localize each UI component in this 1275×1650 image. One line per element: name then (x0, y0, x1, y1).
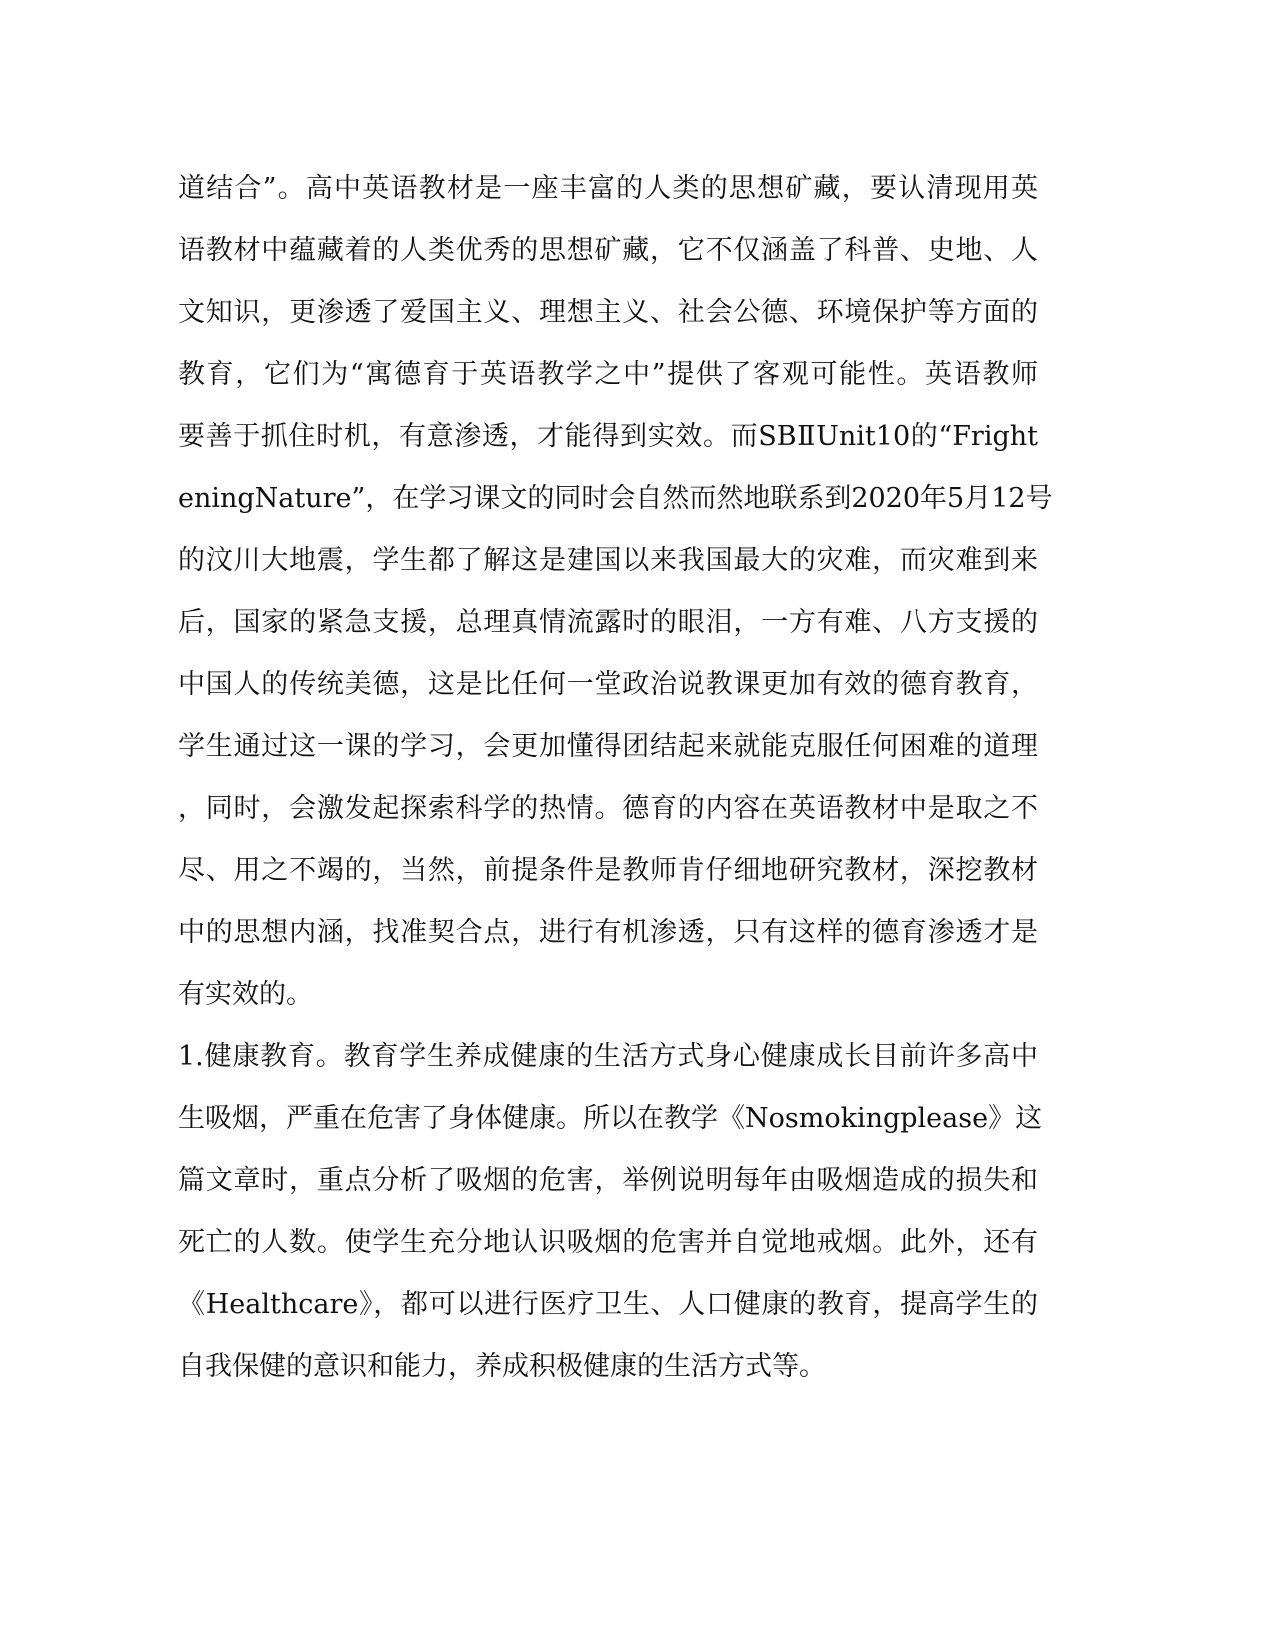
text-line: 篇文章时，重点分析了吸烟的危害，举例说明每年由吸烟造成的损失和 (178, 1165, 1038, 1196)
text-line: 语教材中蕴藏着的人类优秀的思想矿藏，它不仅涵盖了科普、史地、人 (178, 235, 1038, 266)
text-line: 《Healthcare》，都可以进行医疗卫生、人口健康的教育，提高学生的 (178, 1289, 1038, 1320)
text-line: 道结合”。高中英语教材是一座丰富的人类的思想矿藏，要认清现用英 (178, 173, 1038, 204)
text-line: 教育，它们为“寓德育于英语教学之中”提供了客观可能性。英语教师 (178, 359, 1038, 390)
text-line: 中国人的传统美德，这是比任何一堂政治说教课更加有效的德育教育， (178, 669, 1038, 700)
text-line: eningNature”，在学习课文的同时会自然而然地联系到2020年5月12号 (178, 483, 1053, 514)
text-line: 要善于抓住时机，有意渗透，才能得到实效。而SBⅡUnit10的“Fright (178, 421, 1038, 452)
text-line: 死亡的人数。使学生充分地认识吸烟的危害并自觉地戒烟。此外，还有 (178, 1227, 1038, 1258)
text-line: 生吸烟，严重在危害了身体健康。所以在教学《Nosmokingplease》这 (178, 1103, 1043, 1134)
text-line: 文知识，更渗透了爱国主义、理想主义、社会公德、环境保护等方面的 (178, 297, 1038, 328)
text-line: 学生通过这一课的学习，会更加懂得团结起来就能克服任何困难的道理 (178, 731, 1038, 762)
text-line: 1.健康教育。教育学生养成健康的生活方式身心健康成长目前许多高中 (178, 1041, 1038, 1072)
paragraph-end-line: 自我保健的意识和能力，养成积极健康的生活方式等。 (178, 1351, 826, 1382)
text-line: 后，国家的紧急支援，总理真情流露时的眼泪，一方有难、八方支援的 (178, 607, 1038, 638)
text-line: ，同时，会激发起探索科学的热情。德育的内容在英语教材中是取之不 (178, 793, 1038, 824)
text-line: 的汶川大地震，学生都了解这是建国以来我国最大的灾难，而灾难到来 (178, 545, 1038, 576)
body-text (178, 158, 1053, 1398)
text-line: 中的思想内涵，找准契合点，进行有机渗透，只有这样的德育渗透才是 (178, 917, 1038, 948)
text-line: 尽、用之不竭的，当然，前提条件是教师肯仔细地研究教材，深挖教材 (178, 855, 1038, 886)
paragraph-end-line: 有实效的。 (178, 979, 313, 1010)
